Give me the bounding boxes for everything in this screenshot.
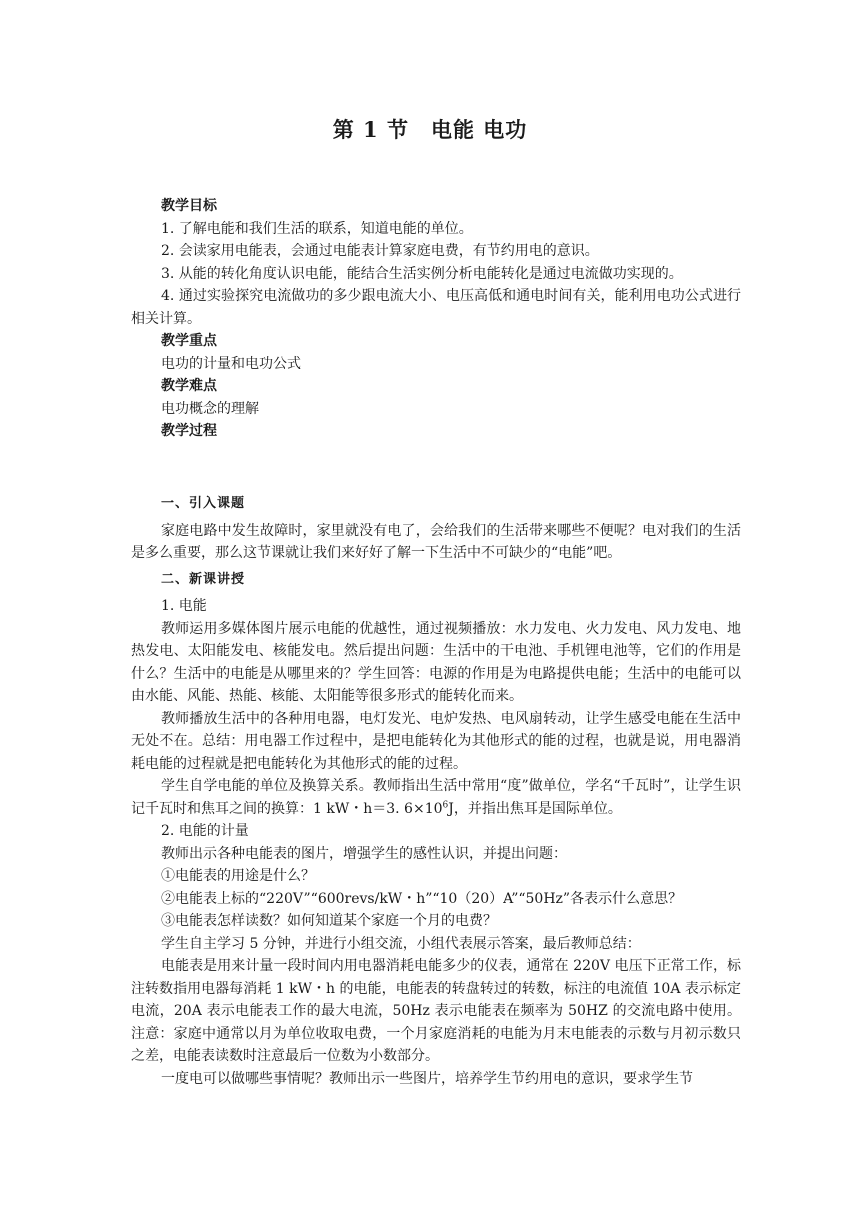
question-item: ①电能表的用途是什么？ — [161, 868, 315, 884]
unit-text-before: 学生自学电能的单位及换算关系。教师指出生活中常用“度”做单位，学名“千瓦时”，让学生识记千瓦时和焦耳之间的换算：1 kW・h＝3. 6×10 — [131, 778, 741, 817]
page-title: 第 1 节 电能 电功 — [332, 117, 528, 142]
paragraph: 教师出示各种电能表的图片，增强学生的感性认识，并提出问题： — [161, 845, 567, 862]
exponent: 6 — [442, 799, 449, 810]
section1-paragraph: 家庭电路中发生故障时，家里就没有电了，会给我们的生活带来哪些不便呢？电对我们的生活是多么重要，那么这节课就让我们来好好了解一下生活中不可缺少的“电能”吧。 — [131, 522, 741, 561]
key-points-heading: 教学重点 — [161, 333, 217, 349]
unit-text-after: J，并指出焦耳是国际单位。 — [448, 800, 622, 817]
objective-item: 4. 通过实验探究电流做功的多少跟电流大小、电压高低和通电时间有关，能利用电功公式进行相关计算。 — [131, 288, 741, 327]
difficulties-heading: 教学难点 — [161, 378, 217, 394]
key-points-text: 电功的计量和电功公式 — [161, 355, 301, 372]
objectives-heading: 教学目标 — [161, 198, 217, 214]
section1-heading: 一、引入课题 — [161, 496, 246, 511]
paragraph: 教师运用多媒体图片展示电能的优越性，通过视频播放：水力发电、火力发电、风力发电、地热发电、太阳能发电、核能发电。然后提出问题：生活中的干电池、手机锂电池等，它们的作用是什么？生活中的电能是从哪里来的？学生回答：电源的作用是为电路提供电能；生活中的电能可以由水能、风能、热能、核能、太阳能等很多形式的能转化而来。 — [131, 620, 741, 704]
process-heading: 教学过程 — [161, 423, 217, 439]
lesson-header-block — [131, 195, 741, 443]
objective-item: 1. 了解电能和我们生活的联系，知道电能的单位。 — [161, 220, 473, 237]
paragraph: 学生自主学习 5 分钟，并进行小组交流，小组代表展示答案，最后教师总结： — [161, 935, 641, 952]
paragraph-unit-conversion — [131, 775, 741, 820]
question-item: ②电能表上标的“220V”“600revs/kW・h”“10（20）A”“50Hz”各表示什么意思？ — [161, 890, 683, 907]
subheading-electric-energy: 1. 电能 — [161, 598, 207, 614]
objective-item: 2. 会读家用电能表，会通过电能表计算家庭电费，有节约用电的意识。 — [161, 243, 599, 259]
question-item: ③电能表怎样读数？如何知道某个家庭一个月的电费？ — [161, 913, 497, 929]
difficulties-text: 电功概念的理解 — [161, 400, 259, 417]
section2-heading: 二、新课讲授 — [161, 571, 246, 587]
paragraph: 一度电可以做哪些事情呢？教师出示一些图片，培养学生节约用电的意识，要求学生节 — [161, 1070, 693, 1087]
paragraph: 电能表是用来计量一段时间内用电器消耗电能多少的仪表，通常在 220V 电压下正常工作，标注转数指用电器每消耗 1 kW・h 的电能，电能表的转盘转过的转数，标注的电流值 10A 表示标定电流，20A 表示电能表工作的最大电流，50Hz 表示电能表在频率为 50HZ 的交流电路中使用。注意：家庭中通常以月为单位收取电费，一个月家庭消耗的电能为月末电能表的示数与月初示数只之差，电能表读数时注意最后一位数为小数部分。 — [131, 958, 741, 1064]
lesson-body-block — [131, 493, 741, 1090]
objective-item: 3. 从能的转化角度认识电能，能结合生活实例分析电能转化是通过电流做功实现的。 — [161, 265, 683, 282]
subheading-metering: 2. 电能的计量 — [161, 823, 249, 839]
paragraph: 教师播放生活中的各种用电器，电灯发光、电炉发热、电风扇转动，让学生感受电能在生活中无处不在。总结：用电器工作过程中，是把电能转化为其他形式的能的过程，也就是说，用电器消耗电能的过程就是把电能转化为其他形式的能的过程。 — [131, 710, 741, 772]
